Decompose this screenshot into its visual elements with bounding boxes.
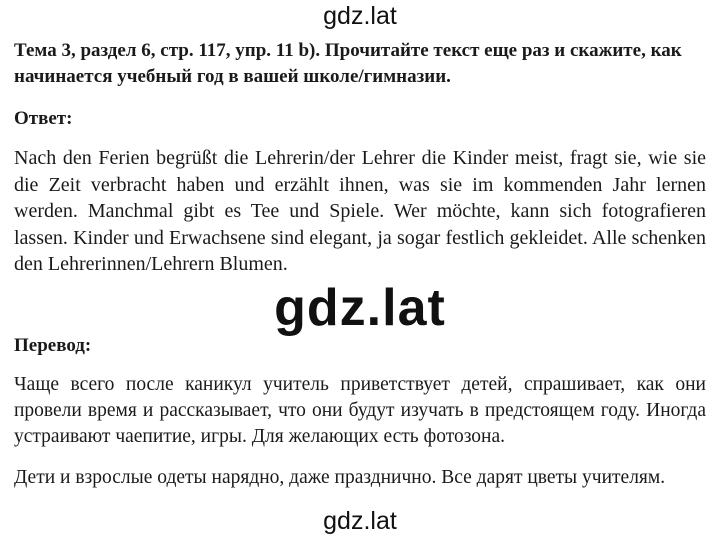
translation-paragraph-1: Чаще всего после каникул учитель приветствует детей, спрашивает, как они провели время и рассказывает, что они будут изучать в предстоящем году. Иногда устраивают чаепитие, игры. Для желающих есть фотозона. [14, 374, 706, 447]
answer-label: Ответ: [14, 108, 73, 129]
watermark-middle: gdz.lat [274, 279, 446, 337]
answer-text: Nach den Ferien begrüßt die Lehrerin/der Lehrer die Kinder meist, fragt sie, wie sie die Zeit verbracht haben und erzählt ihnen, was sie im kommenden Jahr lernen werden. Manchmal gibt es Tee und Spiele. Wer möchte, kann sich fotografieren lassen. Kinder und Erwachsene sind elegant, ja sogar festlich gekleidet. Alle schenken den Lehrerinnen/Lehrern Blumen. [14, 147, 706, 275]
watermark-bottom: gdz.lat [323, 507, 397, 535]
translation-label: Перевод: [14, 335, 92, 356]
translation-paragraph-2: Дети и взрослые одеты нарядно, даже празднично. Все дарят цветы учителям. [14, 467, 666, 488]
watermark-top: gdz.lat [323, 2, 397, 30]
task-title: Тема 3, раздел 6, стр. 117, упр. 11 b). Прочитайте текст еще раз и скажите, как начинается учебный год в вашей школе/гимназии. [14, 40, 682, 87]
